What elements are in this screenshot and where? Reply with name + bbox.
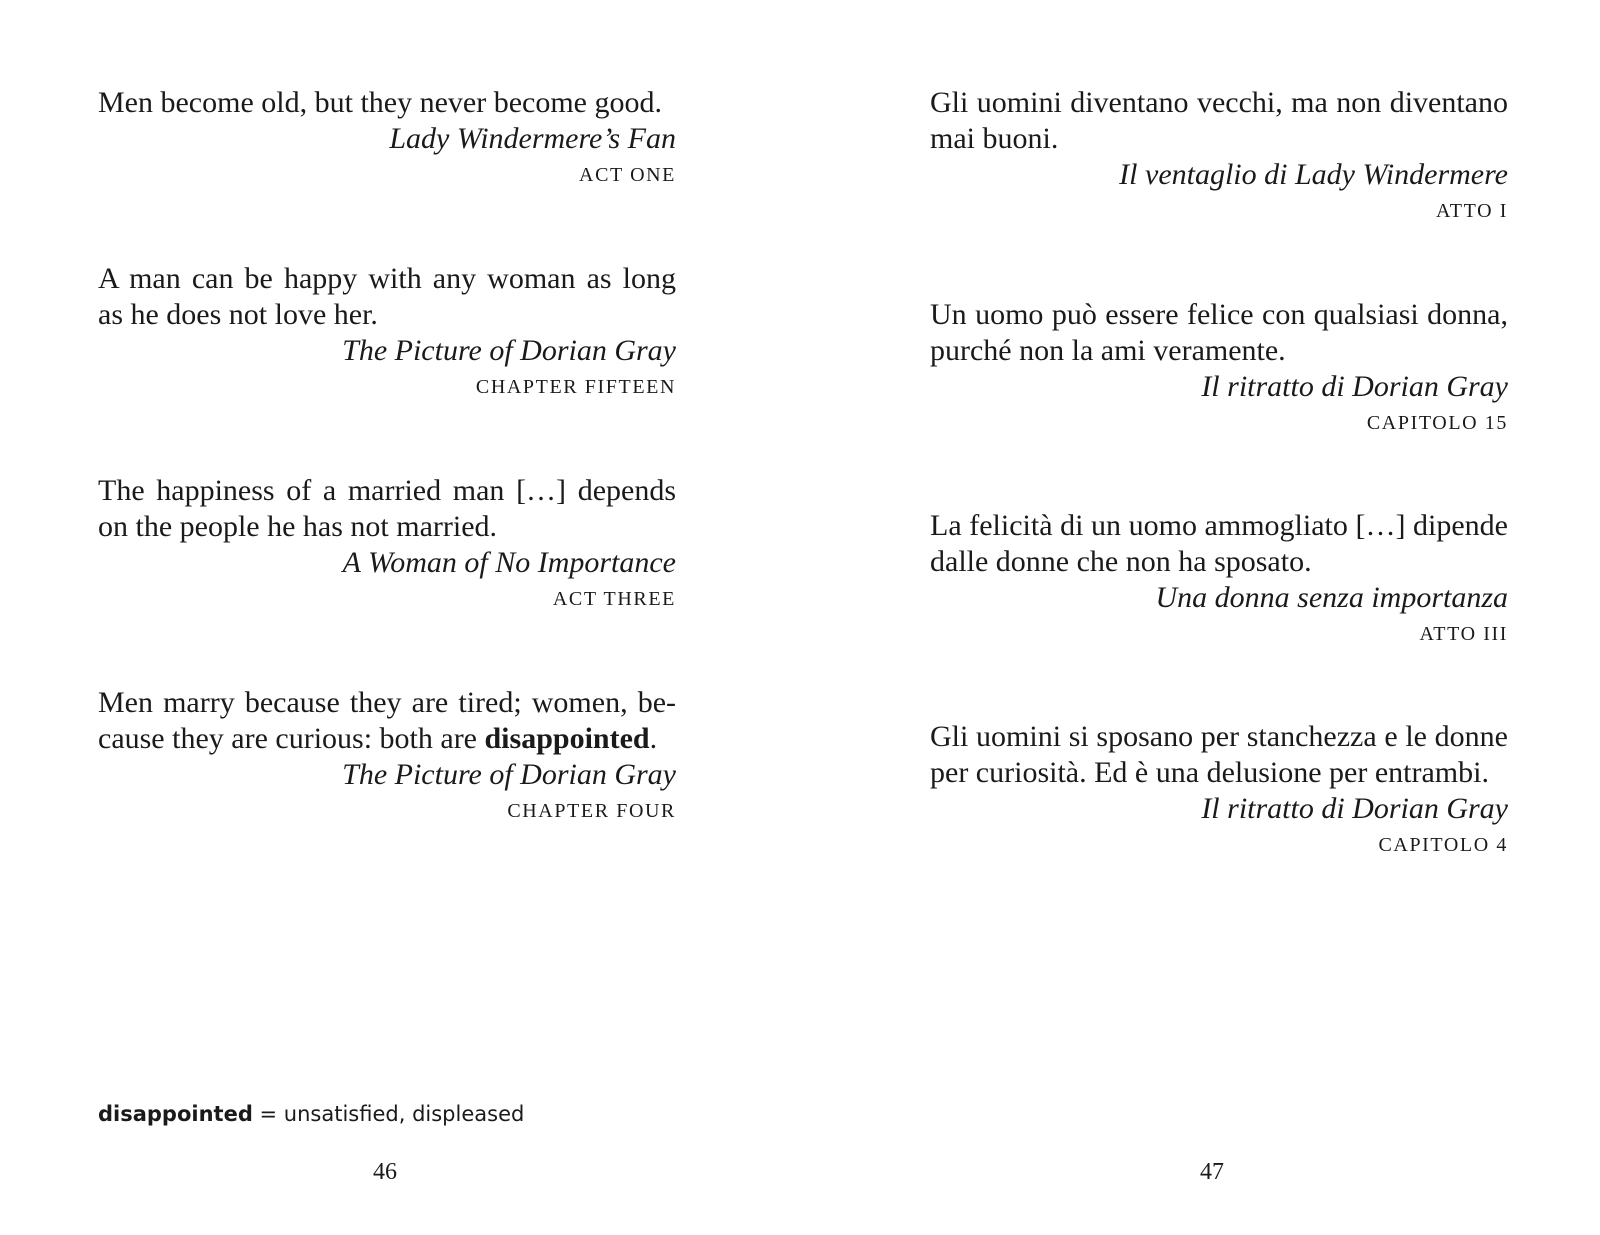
quote-text <box>98 685 676 757</box>
source-part: ACT THREE <box>552 588 676 610</box>
quote-text: La felicità di un uomo ammogliato […] dipende dalle donne che non ha sposato. <box>930 509 1508 578</box>
source-part: CHAPTER FIFTEEN <box>475 376 676 398</box>
source-part: ATTO III <box>1419 623 1508 645</box>
quote-text: Men become old, but they never become good. <box>98 86 662 119</box>
source-title: Il ventaglio di Lady Windermere <box>1119 158 1508 191</box>
source-part: CAPITOLO 4 <box>1378 834 1508 856</box>
quote-block <box>930 85 1508 229</box>
footnote-definition: = unsatisfied, displeased <box>252 1102 525 1126</box>
quote-block <box>930 297 1508 441</box>
quote-text: Un uomo può essere felice con qualsiasi donna, purché non la ami veramente. <box>930 298 1508 367</box>
source-part: ATTO I <box>1435 200 1508 222</box>
page-number: 46 <box>373 1159 397 1185</box>
page-number: 47 <box>1200 1159 1224 1185</box>
source-title: A Woman of No Importance <box>342 546 676 579</box>
quote-text-end: . <box>649 722 658 755</box>
quote-block <box>98 85 676 193</box>
glossary-term: disappointed <box>484 722 650 755</box>
quote-text: Gli uomini si sposano per stanchezza e le donne per curiosità. Ed è una delusione per entrambi. <box>930 720 1508 789</box>
source-title: The Picture of Dorian Gray <box>342 758 676 791</box>
source-part: CAPITOLO 15 <box>1366 412 1508 434</box>
quote-text: Gli uomini diventano vecchi, ma non diventano mai buoni. <box>930 86 1508 155</box>
glossary-footnote <box>98 1100 524 1128</box>
source-part: CHAPTER FOUR <box>507 800 676 822</box>
quote-text-start: Men marry because they are tired; women, be-cause they are curious: both are <box>98 686 676 755</box>
quote-text: The happiness of a married man […] depends on the people he has not married. <box>98 474 676 543</box>
source-title: Il ritratto di Dorian Gray <box>1201 792 1508 825</box>
source-title: Lady Windermere’s Fan <box>389 122 676 155</box>
quote-block <box>930 508 1508 652</box>
footnote-term: disappointed <box>98 1102 253 1126</box>
quote-block <box>930 719 1508 863</box>
quote-block <box>98 261 676 405</box>
source-title: The Picture of Dorian Gray <box>342 334 676 367</box>
right-page <box>800 0 1600 1235</box>
source-part: ACT ONE <box>579 164 676 186</box>
quote-block <box>98 473 676 617</box>
quote-text: A man can be happy with any woman as long as he does not love her. <box>98 262 676 331</box>
quote-block <box>98 685 676 829</box>
source-title: Una donna senza importanza <box>1155 581 1508 614</box>
source-title: Il ritratto di Dorian Gray <box>1201 370 1508 403</box>
